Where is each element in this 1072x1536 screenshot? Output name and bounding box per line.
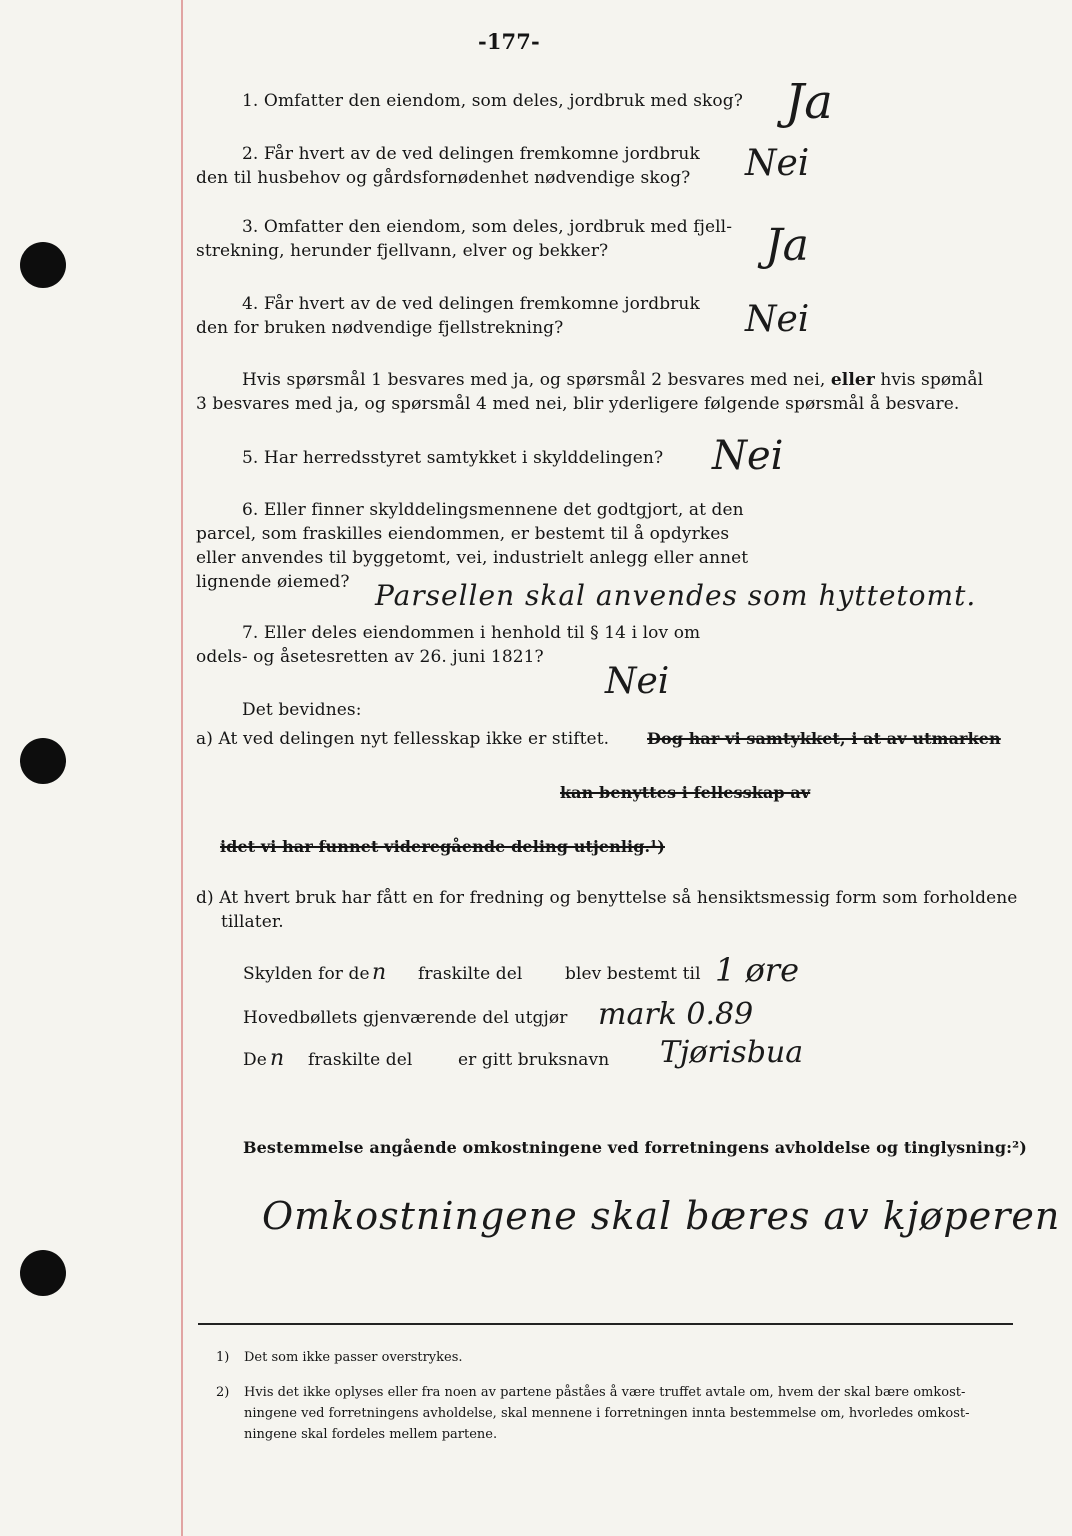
question-2-line-1: 2. Får hvert av de ved delingen fremkomne jordbruk	[242, 144, 700, 164]
question-6-line-2: parcel, som fraskilles eiendommen, er bestemt til å opdyrkes	[196, 524, 730, 544]
question-3-line-2: strekning, herunder fjellvann, elver og bekker?	[196, 241, 609, 261]
field-skyld-value-handwritten: 1 øre	[715, 951, 800, 989]
page-number: -177-	[478, 29, 540, 54]
attest-d-line-2: tillater.	[221, 912, 284, 932]
question-7-line-1: 7. Eller deles eiendommen i henhold til § 14 i lov om	[242, 623, 701, 643]
field-skyld-label-a: Skylden for de	[243, 964, 370, 984]
attest-heading: Det bevidnes:	[242, 700, 362, 720]
question-1: 1. Omfatter den eiendom, som deles, jordbruk med skog?	[242, 91, 743, 111]
condition-line-1-b: hvis spømål	[880, 370, 984, 390]
question-6-line-3: eller anvendes til byggetomt, vei, industrielt anlegg eller annet	[196, 548, 749, 568]
question-6-line-4: lignende øiemed?	[196, 572, 350, 592]
field-bruksnavn-value-handwritten: Tjørisbua	[660, 1035, 804, 1070]
condition-eller: eller	[830, 370, 875, 390]
question-7-line-2: odels- og åsetesretten av 26. juni 1821?	[196, 647, 544, 667]
costs-answer-handwritten: Omkostningene skal bæres av kjøperen	[262, 1194, 1061, 1238]
condition-line-1	[242, 368, 983, 392]
condition-line-2: 3 besvares med ja, og spørsmål 4 med nei, blir yderligere følgende spørsmål å besvare.	[196, 394, 960, 414]
attest-a-struck: Dog har vi samtykket, i at av utmarken	[647, 729, 1001, 748]
question-2-line-2: den til husbehov og gårdsfornødenhet nødvendige skog?	[196, 168, 691, 188]
answer-4-handwritten: Nei	[745, 299, 810, 340]
field-hovedboll-value-handwritten: mark 0.89	[598, 997, 754, 1032]
footnote-rule	[198, 1323, 1013, 1325]
field-bruksnavn-label-c: er gitt bruksnavn	[458, 1050, 610, 1070]
field-bruksnavn-label-a: De	[243, 1050, 267, 1070]
attest-a-struck-2: kan benyttes i fellesskap av	[560, 783, 811, 802]
footnote-2-line-2: ningene ved forretningens avholdelse, skal mennene i forretningen innta bestemmelse om, hvorledes omkost-	[244, 1406, 970, 1421]
answer-6-handwritten: Parsellen skal anvendes som hyttetomt.	[375, 579, 977, 612]
answer-3-handwritten: Ja	[765, 220, 809, 271]
answer-5-handwritten: Nei	[712, 433, 784, 479]
field-skyld-label-c: blev bestemt til	[565, 964, 701, 984]
attest-a-struck-3: idet vi har funnet videregående deling utjenlig.¹)	[220, 837, 665, 856]
attest-d-line-1: d) At hvert bruk har fått en for fredning og benyttelse så hensiktsmessig form som forholdene	[196, 888, 1018, 908]
footnote-2-line-1: Hvis det ikke oplyses eller fra noen av partene påståes å være truffet avtale om, hvem der skal bære omkost-	[244, 1385, 966, 1400]
field-bruksnavn-hand-suffix: n	[270, 1046, 285, 1071]
field-skyld-hand-suffix: n	[372, 960, 387, 985]
punch-hole	[20, 1250, 66, 1296]
question-4-line-1: 4. Får hvert av de ved delingen fremkomne jordbruk	[242, 294, 700, 314]
margin-rule	[181, 0, 183, 1536]
question-3-line-1: 3. Omfatter den eiendom, som deles, jordbruk med fjell-	[242, 217, 733, 237]
field-bruksnavn-label-b: fraskilte del	[308, 1050, 413, 1070]
condition-line-1-a: Hvis spørsmål 1 besvares med ja, og spørsmål 2 besvares med nei,	[242, 370, 826, 390]
field-hovedboll-label: Hovedbøllets gjenværende del utgjør	[243, 1008, 568, 1028]
question-4-line-2: den for bruken nødvendige fjellstrekning?	[196, 318, 564, 338]
answer-7-handwritten: Nei	[605, 661, 670, 702]
field-skyld-label-b: fraskilte del	[418, 964, 523, 984]
attest-a: a) At ved delingen nyt fellesskap ikke er stiftet.	[196, 729, 610, 749]
footnote-1-mark: 1)	[216, 1350, 230, 1365]
footnote-1-text: Det som ikke passer overstrykes.	[244, 1350, 463, 1365]
punch-hole	[20, 242, 66, 288]
answer-2-handwritten: Nei	[745, 143, 810, 184]
question-6-line-1: 6. Eller finner skylddelingsmennene det godtgjort, at den	[242, 500, 744, 520]
answer-1-handwritten: Ja	[785, 74, 833, 130]
question-5: 5. Har herredsstyret samtykket i skylddelingen?	[242, 448, 664, 468]
footnote-2-mark: 2)	[216, 1385, 230, 1400]
costs-heading: Bestemmelse angående omkostningene ved forretningens avholdelse og tinglysning:²)	[243, 1138, 1027, 1157]
punch-hole	[20, 738, 66, 784]
footnote-2-line-3: ningene skal fordeles mellem partene.	[244, 1427, 498, 1442]
